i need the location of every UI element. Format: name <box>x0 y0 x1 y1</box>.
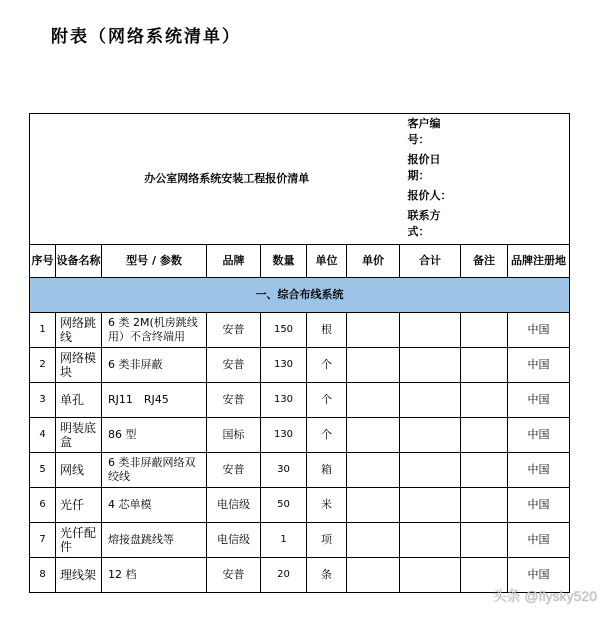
cell-seq: 8 <box>30 558 56 593</box>
cell-note <box>461 313 508 348</box>
col-header-brand: 品牌 <box>207 245 261 278</box>
cell-origin: 中国 <box>508 418 570 453</box>
cell-model: 6 类 2M(机房跳线用）不含终端用 <box>102 313 207 348</box>
cell-total <box>400 383 461 418</box>
cell-brand: 电信级 <box>207 523 261 558</box>
cell-price <box>347 558 400 593</box>
cell-qty: 130 <box>261 383 307 418</box>
cell-unit: 米 <box>307 488 347 523</box>
cell-price <box>347 418 400 453</box>
cell-model: 6 类非屏蔽网络双绞线 <box>102 453 207 488</box>
cell-name: 理线架 <box>56 558 102 593</box>
col-header-price: 单价 <box>347 245 400 278</box>
cell-seq: 5 <box>30 453 56 488</box>
cell-total <box>400 453 461 488</box>
quoter-label: 报价人： <box>407 189 452 202</box>
cell-qty: 130 <box>261 348 307 383</box>
cell-price <box>347 313 400 348</box>
col-header-origin: 品牌注册地 <box>508 245 570 278</box>
cell-price <box>347 453 400 488</box>
cell-total <box>400 313 461 348</box>
cell-qty: 30 <box>261 453 307 488</box>
cell-total <box>400 523 461 558</box>
cell-note <box>461 348 508 383</box>
cell-brand: 电信级 <box>207 488 261 523</box>
cell-unit: 根 <box>307 313 347 348</box>
cell-name: 网络跳线 <box>56 313 102 348</box>
quote-info-cell <box>400 114 570 245</box>
cell-total <box>400 418 461 453</box>
table-row <box>30 313 570 348</box>
quote-main-title: 办公室网络系统安装工程报价清单 <box>144 172 310 185</box>
cell-qty: 130 <box>261 418 307 453</box>
customer-number-label: 客户编号： <box>407 117 441 146</box>
table-row <box>30 453 570 488</box>
table-row <box>30 488 570 523</box>
col-header-seq: 序号 <box>30 245 56 278</box>
cell-seq: 6 <box>30 488 56 523</box>
cell-unit: 个 <box>307 418 347 453</box>
cell-note <box>461 523 508 558</box>
cell-origin: 中国 <box>508 383 570 418</box>
cell-qty: 150 <box>261 313 307 348</box>
cell-name: 网线 <box>56 453 102 488</box>
cell-price <box>347 488 400 523</box>
cell-brand: 安普 <box>207 348 261 383</box>
cell-unit: 箱 <box>307 453 347 488</box>
cell-total <box>400 488 461 523</box>
cell-name: 网络模块 <box>56 348 102 383</box>
section-title: 一、综合布线系统 <box>30 278 570 313</box>
cell-qty: 50 <box>261 488 307 523</box>
section-row <box>30 278 570 313</box>
cell-seq: 7 <box>30 523 56 558</box>
table-row <box>30 523 570 558</box>
cell-origin: 中国 <box>508 348 570 383</box>
cell-seq: 2 <box>30 348 56 383</box>
cell-unit: 项 <box>307 523 347 558</box>
col-header-model: 型号 / 参数 <box>102 245 207 278</box>
cell-unit: 个 <box>307 383 347 418</box>
cell-note <box>461 453 508 488</box>
cell-qty: 20 <box>261 558 307 593</box>
cell-name: 光仟配件 <box>56 523 102 558</box>
cell-total <box>400 558 461 593</box>
col-header-total: 合计 <box>400 245 461 278</box>
cell-name: 明装底盒 <box>56 418 102 453</box>
cell-brand: 国标 <box>207 418 261 453</box>
cell-origin: 中国 <box>508 453 570 488</box>
cell-unit: 个 <box>307 348 347 383</box>
cell-seq: 1 <box>30 313 56 348</box>
cell-unit: 条 <box>307 558 347 593</box>
quote-date-label: 报价日期： <box>407 153 441 182</box>
cell-origin: 中国 <box>508 523 570 558</box>
cell-qty: 1 <box>261 523 307 558</box>
cell-seq: 3 <box>30 383 56 418</box>
cell-model: 6 类非屏蔽 <box>102 348 207 383</box>
cell-price <box>347 383 400 418</box>
cell-note <box>461 383 508 418</box>
cell-model: 4 芯单模 <box>102 488 207 523</box>
cell-origin: 中国 <box>508 488 570 523</box>
quote-table <box>29 113 570 593</box>
col-header-unit: 单位 <box>307 245 347 278</box>
cell-note <box>461 488 508 523</box>
col-header-qty: 数量 <box>261 245 307 278</box>
col-header-name: 设备名称 <box>56 245 102 278</box>
cell-brand: 安普 <box>207 313 261 348</box>
table-row <box>30 418 570 453</box>
cell-model: 86 型 <box>102 418 207 453</box>
cell-note <box>461 418 508 453</box>
cell-price <box>347 348 400 383</box>
table-row <box>30 348 570 383</box>
quote-main-title-cell <box>30 114 400 245</box>
cell-model: 12 档 <box>102 558 207 593</box>
cell-origin: 中国 <box>508 558 570 593</box>
document-title: 附表（网络系统清单） <box>51 27 241 47</box>
cell-model: RJ11 RJ45 <box>102 383 207 418</box>
cell-name: 光仟 <box>56 488 102 523</box>
cell-origin: 中国 <box>508 313 570 348</box>
table-row <box>30 383 570 418</box>
contact-label: 联系方式： <box>407 209 441 238</box>
column-header-row <box>30 245 570 278</box>
watermark: 头条 @flysky520 <box>492 588 597 604</box>
table-row <box>30 558 570 593</box>
cell-total <box>400 348 461 383</box>
cell-brand: 安普 <box>207 383 261 418</box>
col-header-note: 备注 <box>461 245 508 278</box>
cell-brand: 安普 <box>207 453 261 488</box>
cell-price <box>347 523 400 558</box>
cell-model: 熔接盘跳线等 <box>102 523 207 558</box>
cell-brand: 安普 <box>207 558 261 593</box>
cell-seq: 4 <box>30 418 56 453</box>
cell-name: 单孔 <box>56 383 102 418</box>
